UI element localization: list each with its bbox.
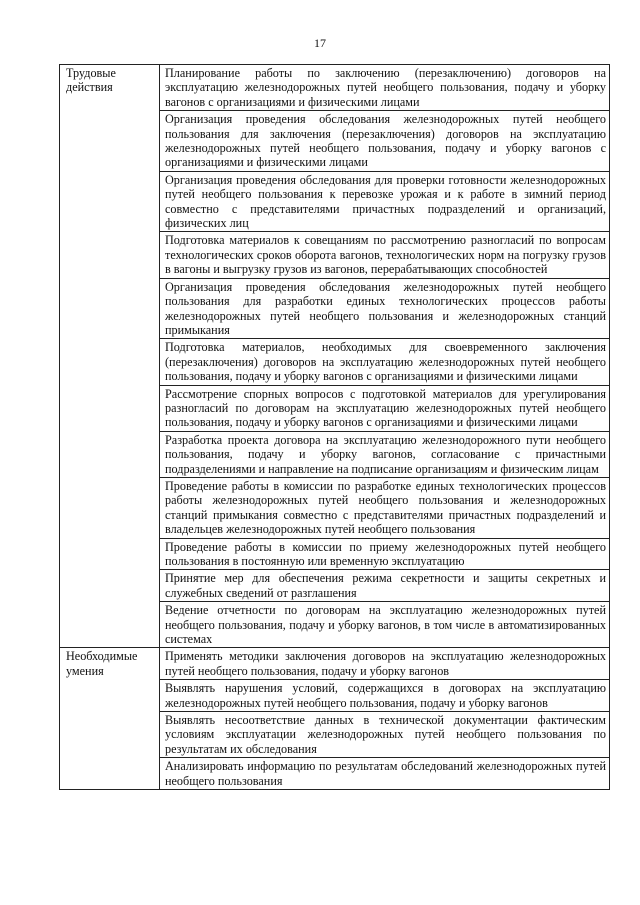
item-text: Проведение работы в комиссии по разработке единых технологических процессов работы железнодорожных путей необщего пользования и железнодорожных станций примыкания совместно с представителями причастных подразделений и владельцев железнодорожных путей необщего пользования (160, 477, 610, 538)
table-row (60, 65, 610, 111)
item-text: Организация проведения обследования железнодорожных путей необщего пользования для заключения (перезаключения) договоров на эксплуатацию железнодорожных путей необщего пользования, подачу и уборку вагонов с организациями и физическими лицами (160, 111, 610, 172)
item-text: Разработка проекта договора на эксплуатацию железнодорожного пути необщего пользования, подачу и уборку вагонов, согласование с причастными подразделениями и направление на подписание организациям и физическим лицам (160, 431, 610, 477)
group-label: Трудовые действия (60, 65, 160, 648)
item-text: Ведение отчетности по договорам на эксплуатацию железнодорожных путей необщего пользования, подачу и уборку вагонов, в том числе в автоматизированных системах (160, 602, 610, 648)
item-text: Организация проведения обследования железнодорожных путей необщего пользования для разработки единых технологических процессов работы железнодорожных путей необщего пользования и железнодорожных станций примыкания (160, 278, 610, 339)
item-text: Применять методики заключения договоров на эксплуатацию железнодорожных путей необщего пользования, подачу и уборку вагонов (160, 648, 610, 680)
item-text: Анализировать информацию по результатам обследований железнодорожных путей необщего пользования (160, 758, 610, 790)
item-text: Принятие мер для обеспечения режима секретности и защиты секретных и служебных сведений от разглашения (160, 570, 610, 602)
item-text: Рассмотрение спорных вопросов с подготовкой материалов для урегулирования разногласий по договорам на эксплуатацию железнодорожных путей необщего пользования, подачу и уборку вагонов с организациями и физическими лицами (160, 385, 610, 431)
item-text: Планирование работы по заключению (перезаключению) договоров на эксплуатацию железнодорожных путей необщего пользования, подачу и уборку вагонов с организациями и физическими лицами (160, 65, 610, 111)
item-text: Выявлять нарушения условий, содержащихся в договорах на эксплуатацию железнодорожных путей необщего пользования, подачу и уборку вагонов (160, 680, 610, 712)
item-text: Подготовка материалов к совещаниям по рассмотрению разногласий по вопросам технологических сроков оборота вагонов, технологических норм на погрузку грузов в вагоны и выгрузку грузов из вагонов, перерабатывающих способностей (160, 232, 610, 278)
group-label: Необходимые умения (60, 648, 160, 790)
table-row (60, 648, 610, 680)
item-text: Проведение работы в комиссии по приему железнодорожных путей необщего пользования в постоянную или временную эксплуатацию (160, 538, 610, 570)
item-text: Подготовка материалов, необходимых для своевременного заключения (перезаключения) договоров на эксплуатацию железнодорожных путей необщего пользования, подачу и уборку вагонов с организациями и физическими лицами (160, 339, 610, 385)
qualification-table (59, 64, 610, 790)
item-text: Выявлять несоответствие данных в технической документации фактическим условиям эксплуатации железнодорожных путей необщего пользования по результатам их обследования (160, 712, 610, 758)
page-number: 17 (314, 36, 326, 50)
table-body (60, 65, 610, 790)
item-text: Организация проведения обследования для проверки готовности железнодорожных путей необщего пользования к перевозке урожая и к работе в зимний период совместно с представителями причастных подразделений и организаций, физических лиц (160, 171, 610, 232)
